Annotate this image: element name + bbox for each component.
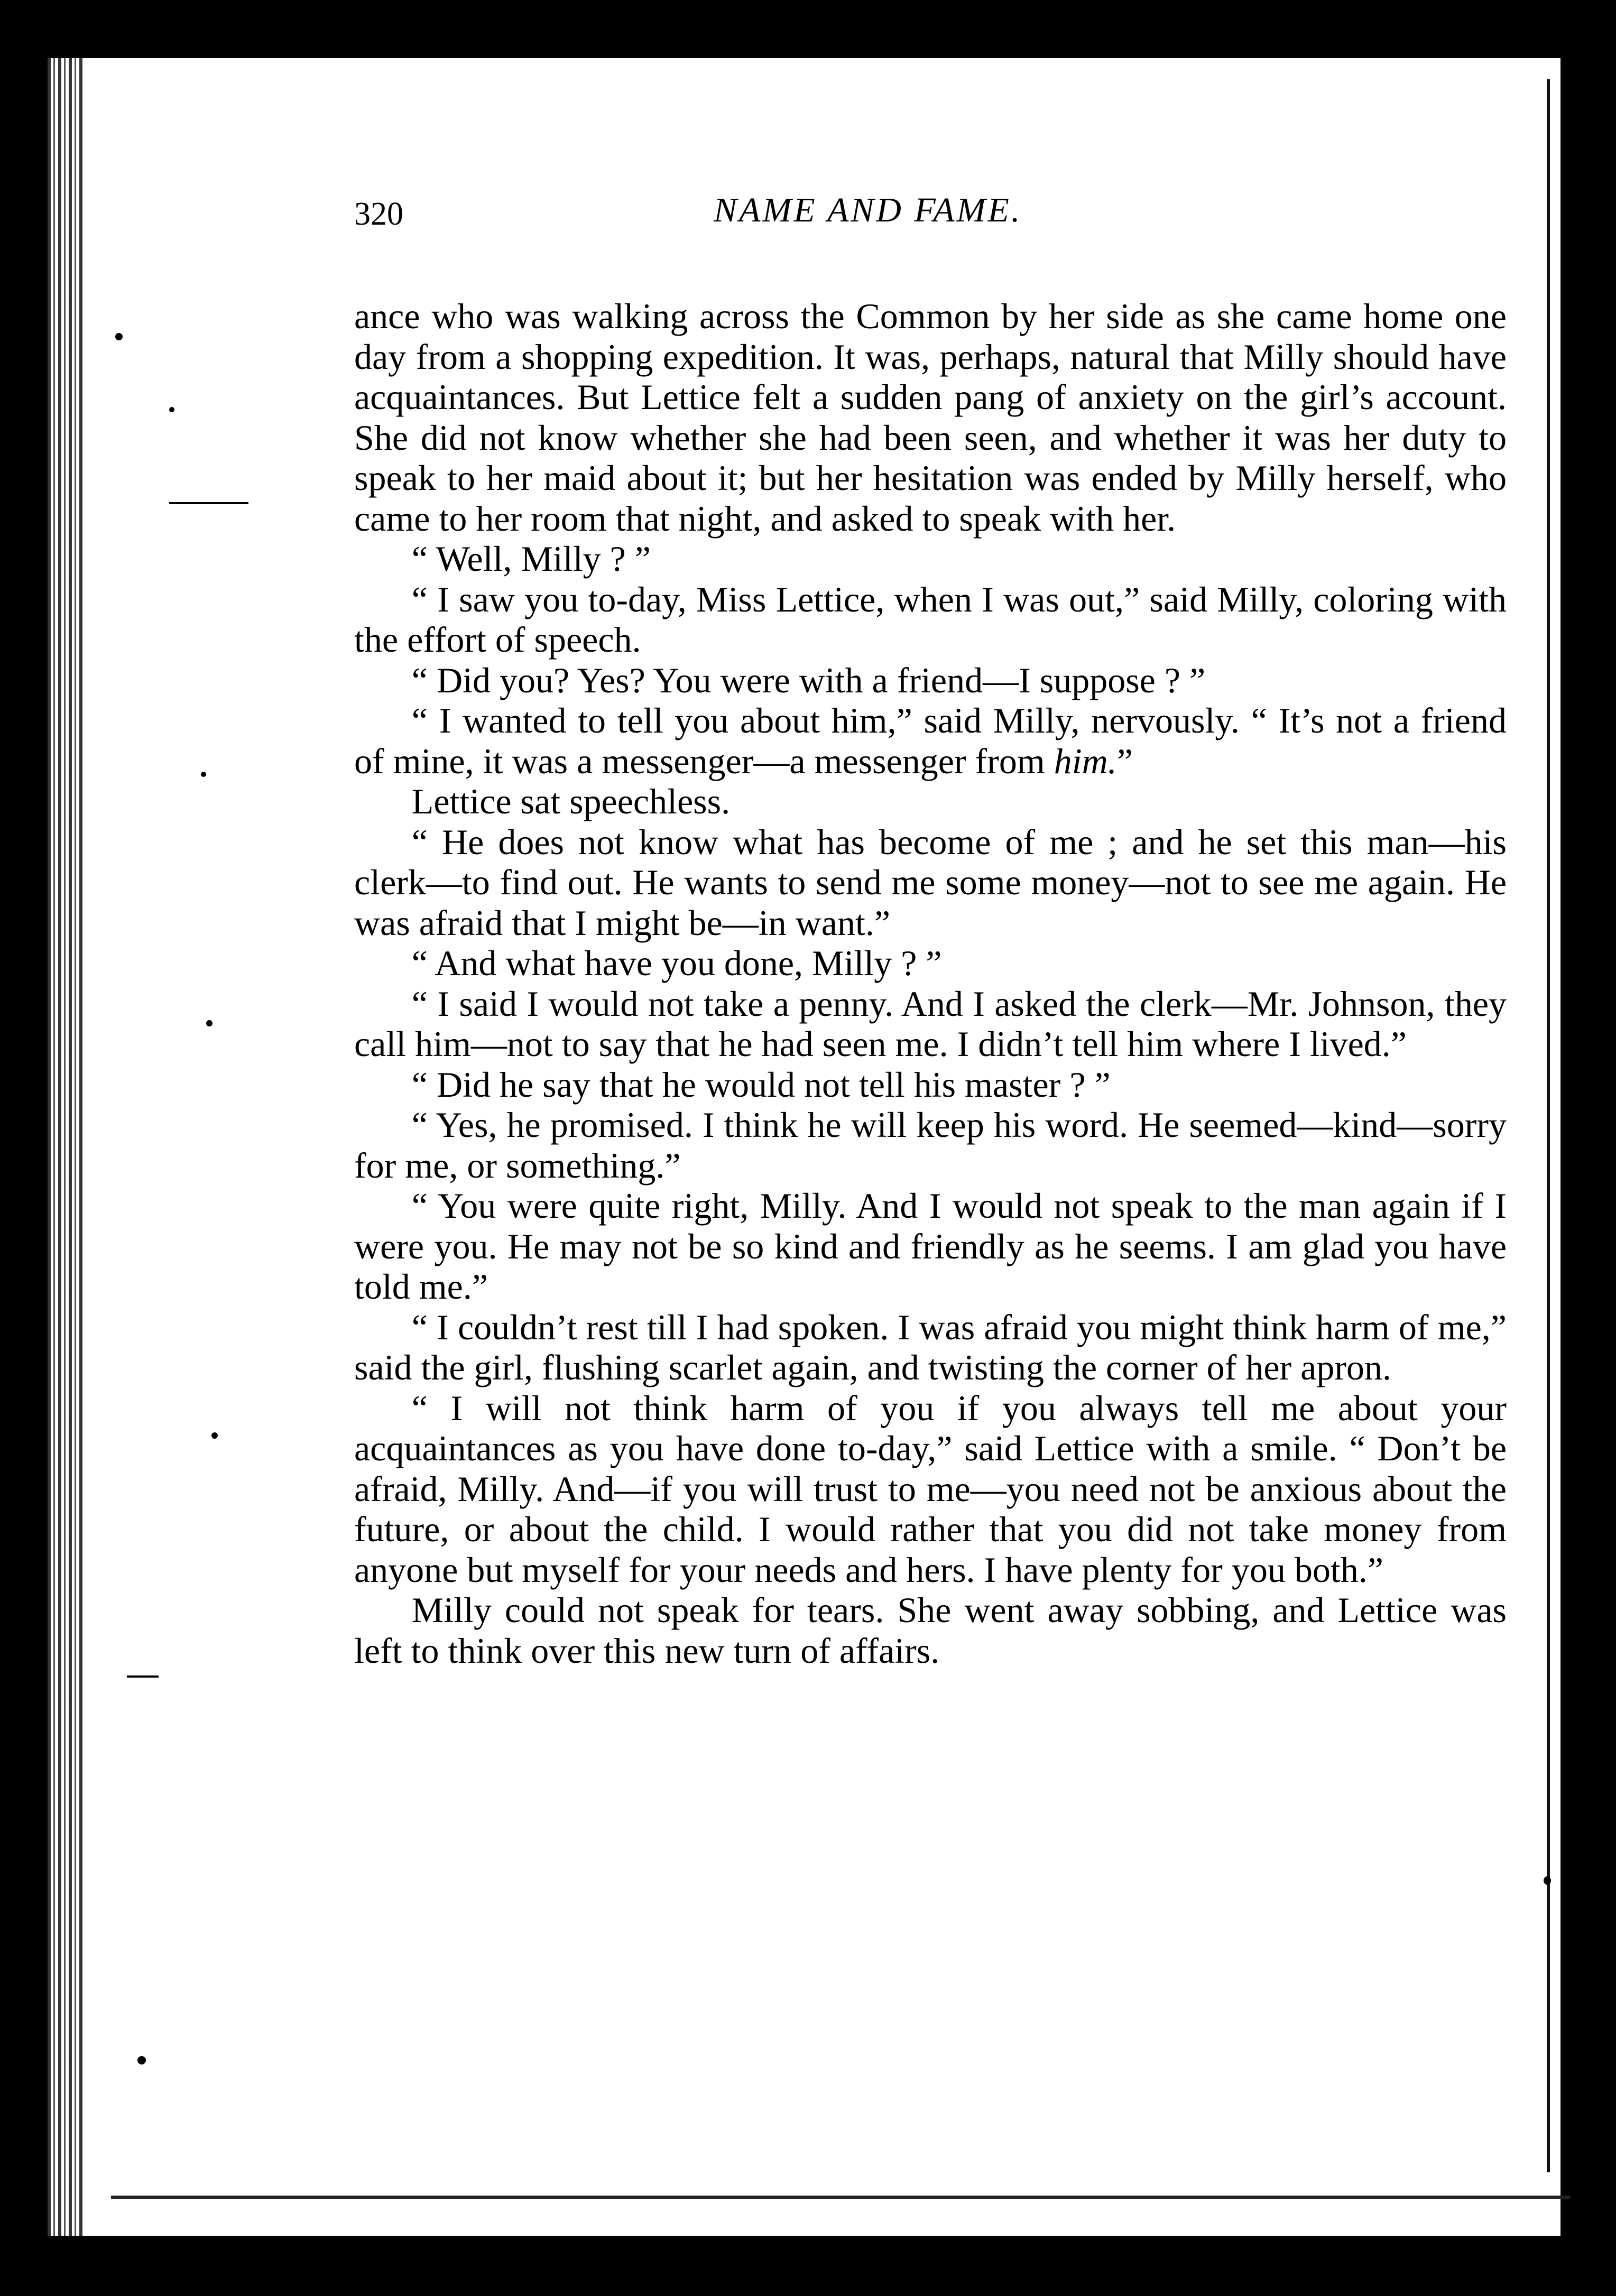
paragraph: “ He does not know what has become of me ; and he set this man—his clerk—to find out. He wants to send me some money—not to see me again. He was afraid that I might be—in want.” bbox=[354, 821, 1507, 943]
scan-mark bbox=[169, 502, 248, 504]
scan-speck bbox=[137, 2056, 146, 2064]
paragraph: “ I couldn’t rest till I had spoken. I was afraid you might think harm of me,” said the girl, flushing scarlet again, and twisting the corner of her apron. bbox=[354, 1307, 1507, 1387]
page-gutter bbox=[48, 58, 85, 2236]
paragraph: “ Well, Milly ? ” bbox=[411, 539, 651, 579]
paragraph: “ You were quite right, Milly. And I would not speak to the man again if I were you. He may not be so kind and friendly as he seems. I am glad you have told me.” bbox=[354, 1186, 1507, 1307]
page-number: 320 bbox=[354, 196, 403, 232]
paragraph: “ I saw you to-day, Miss Lettice, when I was out,” said Milly, coloring with the effort of speech. bbox=[354, 579, 1507, 660]
scan-border bbox=[1560, 58, 1570, 2236]
book-page bbox=[48, 58, 1570, 2236]
page-bottom-edge bbox=[111, 2196, 1570, 2199]
paragraph: “ Yes, he promised. I think he will keep his word. He seemed—kind—sorry for me, or something.” bbox=[354, 1105, 1507, 1186]
scan-speck bbox=[115, 333, 123, 340]
italic-emphasis: him. bbox=[1054, 740, 1117, 781]
body-text bbox=[354, 296, 1507, 1671]
scan-mark bbox=[127, 1675, 159, 1678]
running-title: NAME AND FAME. bbox=[714, 191, 1022, 229]
paragraph: Milly could not speak for tears. She went away sobbing, and Lettice was left to think over this new turn of affairs. bbox=[354, 1590, 1507, 1671]
next-page-edge bbox=[1547, 79, 1560, 2172]
paragraph: ance who was walking across the Common by her side as she came home one day from a shopping expedition. It was, perhaps, natural that Milly should have acquaintances. But Lettice felt a sudden pang of anxiety on the girl’s account. She did not know whether she had been seen, and whether it was her duty to speak to her maid about it; but her hesitation was ended by Milly herself, who came to her room that night, and asked to speak with her. bbox=[354, 296, 1507, 539]
scan-speck bbox=[206, 1020, 213, 1026]
scan-speck bbox=[169, 407, 174, 412]
paragraph bbox=[354, 700, 1507, 781]
scan-speck bbox=[201, 772, 206, 777]
scan-speck bbox=[211, 1432, 218, 1439]
paragraph: “ And what have you done, Milly ? ” bbox=[411, 943, 942, 983]
paragraph: “ Did he say that he would not tell his master ? ” bbox=[411, 1064, 1111, 1105]
closing-quote: ” bbox=[1116, 740, 1133, 781]
paragraph: Lettice sat speechless. bbox=[411, 781, 731, 821]
paragraph: “ I will not think harm of you if you always tell me about your acquaintances as you have done to-day,” said Lettice with a smile. “ Don’t be afraid, Milly. And—if you will trust to me—you need not be anxious about the future, or about the child. I would rather that you did not take money from anyone but myself for your needs and hers. I have plenty for you both.” bbox=[354, 1387, 1507, 1590]
page-header bbox=[354, 190, 1359, 254]
scan-speck bbox=[1544, 1876, 1551, 1885]
paragraph: “ Did you? Yes? You were with a friend—I suppose ? ” bbox=[411, 660, 1206, 700]
paragraph-text: “ I wanted to tell you about him,” said Milly, nervously. “ It’s not a friend of mine, it was a messenger—a messenger from bbox=[354, 700, 1507, 781]
paragraph: “ I said I would not take a penny. And I asked the clerk—Mr. Johnson, they call him—not to say that he had seen me. I didn’t tell him where I lived.” bbox=[354, 983, 1507, 1064]
